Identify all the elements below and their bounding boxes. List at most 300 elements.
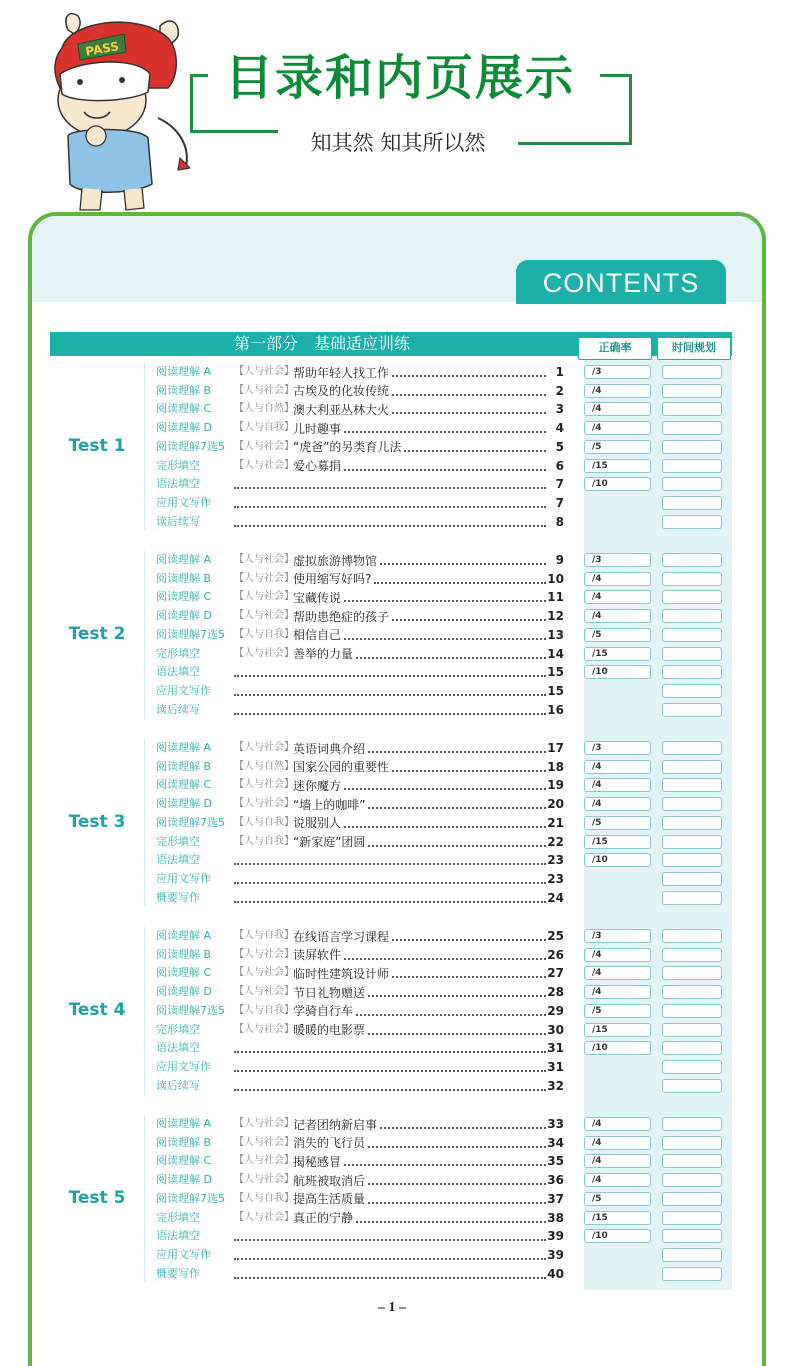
time-plan-box[interactable] [662,1004,722,1018]
score-box[interactable]: /4 [584,1154,651,1168]
section-type: 语法填空 [156,665,200,679]
theme-category: 【人与自我】 [234,930,294,941]
page-ref: 18 [547,759,564,774]
time-plan-box[interactable] [662,872,722,886]
time-plan-box[interactable] [662,496,722,510]
time-plan-box[interactable] [662,609,722,623]
toc-row[interactable] [32,419,762,437]
theme-category: 【人与社会】 [234,647,294,659]
toc-leader [234,663,546,681]
score-box[interactable]: /4 [584,1117,651,1131]
page-ref: 17 [547,741,564,755]
toc-leader [234,1002,546,1020]
theme-category: 【人与社会】 [234,610,294,622]
time-plan-box[interactable] [662,647,722,661]
section-type: 阅读理解 A [156,1117,212,1130]
toc-leader [234,983,546,1001]
time-plan-box[interactable] [662,741,722,755]
section-title: 使用缩写好吗? [293,572,372,587]
section-title: 记者团纳新启事 [293,1117,378,1132]
toc-leader [234,814,546,832]
page-ref: 20 [547,797,564,812]
toc-row[interactable] [32,739,762,757]
time-plan-box[interactable] [662,1136,722,1150]
page-ref: 35 [547,1154,564,1169]
time-plan-box[interactable] [662,477,722,491]
toc-leader [234,570,546,588]
toc-row[interactable] [32,1246,762,1264]
page-ref: 2 [555,383,564,398]
page-ref: 12 [547,609,564,624]
page-ref: 37 [547,1191,564,1206]
section-title: 暖暖的电影票 [293,1023,366,1037]
time-plan-box[interactable] [662,1192,722,1206]
section-title: 善举的力量 [293,647,354,661]
toc-leader [234,588,546,606]
page-ref: 4 [555,421,564,436]
theme-category: 【人与社会】 [234,366,294,377]
theme-category: 【人与社会】 [234,459,294,471]
page-ref: 34 [547,1135,564,1150]
theme-category: 【人与自我】 [234,835,294,847]
score-box[interactable]: /4 [584,1173,651,1187]
score-box[interactable]: /3 [584,929,651,943]
section-title: 古埃及的化妆传统 [293,384,390,399]
toc-leader [234,946,546,964]
section-type: 读后续写 [156,702,200,716]
page-ref: 39 [547,1247,564,1262]
page-ref: 8 [555,514,564,529]
toc-row[interactable] [32,623,762,644]
section-title: 爱心募捐 [293,459,342,473]
toc-row[interactable] [32,701,762,719]
page-ref: 9 [555,553,564,567]
toc-row[interactable] [32,551,762,569]
score-box[interactable]: /15 [584,1023,651,1037]
toc-row[interactable] [32,1171,762,1189]
section-title: 消失的飞行员 [293,1136,366,1151]
toc-row[interactable] [32,645,762,663]
toc-leader [234,758,546,776]
theme-category: 【人与自我】 [234,1004,294,1016]
section-title: “墙上的咖啡” [293,797,366,812]
page-number: – 1 – [378,1300,406,1315]
theme-category: 【人与社会】 [234,798,294,810]
section-type: 读后续写 [156,514,200,528]
theme-category: 【人与社会】 [234,742,294,753]
time-plan-box[interactable] [662,985,722,999]
toc-leader [234,927,546,945]
section-type: 阅读理解 D [156,797,212,811]
time-plan-box[interactable] [662,1041,722,1055]
theme-category: 【人与社会】 [234,1023,294,1035]
page-ref: 21 [547,815,564,830]
toc-row[interactable] [32,382,762,400]
toc-row[interactable] [32,1227,762,1245]
toc-leader [234,964,546,982]
score-box[interactable]: /10 [584,665,651,679]
theme-category: 【人与自然】 [234,403,294,415]
toc-row[interactable] [32,1134,762,1152]
section-title: 学骑自行车 [293,1004,354,1019]
toc-leader [234,1115,546,1133]
score-box[interactable]: /10 [584,1041,651,1055]
toc-row[interactable] [32,1058,762,1076]
score-box[interactable]: /10 [584,853,651,867]
time-plan-box[interactable] [662,515,722,529]
section-type: 阅读理解 B [156,947,212,961]
section-title: 读屏软件 [293,948,342,963]
section-title: 迷你魔方 [293,778,342,793]
section-type: 阅读理解 A [156,929,212,942]
toc-row[interactable] [32,927,762,945]
section-title: 揭秘感冒 [293,1154,342,1169]
page-ref: 14 [547,646,564,661]
time-plan-box[interactable] [662,440,722,454]
svg-text:PASS: PASS [84,39,121,59]
score-box[interactable]: /15 [584,647,651,661]
theme-category: 【人与自我】 [234,816,294,828]
score-box[interactable]: /5 [584,440,651,454]
theme-category: 【人与社会】 [234,440,294,452]
toc-leader [234,1058,546,1076]
score-box[interactable]: /15 [584,835,651,849]
theme-category: 【人与社会】 [234,967,294,979]
title-block [190,44,635,154]
time-plan-box[interactable] [662,948,722,962]
page-ref: 22 [547,834,564,849]
toc-leader [234,1209,546,1227]
section-type: 阅读理解7选5 [156,439,225,453]
score-box[interactable]: /5 [584,816,651,830]
page-subtitle: 知其然 知其所以然 [278,128,518,158]
section-type: 应用文写作 [156,1247,211,1261]
toc-row[interactable] [32,400,762,418]
toc-row[interactable] [32,1115,762,1133]
time-plan-box[interactable] [662,572,722,586]
section-title: 节日礼物赠送 [293,985,366,1000]
time-plan-box[interactable] [662,1267,722,1281]
time-plan-box[interactable] [662,1229,722,1243]
toc-leader [234,851,546,869]
test-label: Test 1 [68,435,126,456]
page-ref: 6 [555,458,564,473]
page-ref: 7 [555,477,564,492]
toc-leader [234,607,546,625]
toc-leader [234,419,546,437]
score-box[interactable]: /4 [584,948,651,962]
toc-row[interactable] [32,811,762,832]
toc-leader [234,1190,546,1208]
toc-leader [234,1134,546,1152]
toc-row[interactable] [32,983,762,1001]
toc-row[interactable] [32,494,762,512]
score-box[interactable]: /5 [584,628,651,642]
page-ref: 32 [547,1078,564,1093]
section-type: 阅读理解 C [156,1154,212,1168]
toc-leader [234,400,546,418]
page-ref: 36 [547,1173,564,1188]
contents-page [28,212,766,1366]
toc-row[interactable] [32,851,762,869]
section-type: 读后续写 [156,1078,200,1092]
toc-row[interactable] [32,1209,762,1227]
score-box[interactable]: /4 [584,609,651,623]
time-plan-box[interactable] [662,459,722,473]
page-title: 目录和内页展示 [224,50,575,106]
page-ref: 31 [547,1041,564,1056]
section-type: 应用文写作 [156,1059,211,1073]
section-type: 阅读理解 C [156,590,212,604]
score-box[interactable]: /3 [584,553,651,567]
section-type: 阅读理解 D [156,421,212,435]
section-type: 阅读理解 A [156,741,212,754]
toc-leader [234,795,546,813]
toc-leader [234,1227,546,1245]
toc-row[interactable] [32,758,762,776]
time-plan-box[interactable] [662,853,722,867]
toc-leader [234,833,546,851]
section-type: 阅读理解 D [156,1173,212,1187]
score-box[interactable]: /4 [584,572,651,586]
time-plan-box[interactable] [662,797,722,811]
section-title: 真正的宁静 [293,1211,354,1225]
score-box[interactable]: /10 [584,1229,651,1243]
toc-row[interactable] [32,457,762,475]
theme-category: 【人与社会】 [234,554,294,565]
toc-leader [234,739,546,757]
toc-row[interactable] [32,870,762,888]
toc-row[interactable] [32,588,762,606]
toc-row[interactable] [32,1039,762,1057]
toc-leader [234,475,546,493]
section-type: 概要写作 [156,890,200,904]
part-title: 第一部分 基础适应训练 [234,334,411,353]
score-box[interactable]: /4 [584,402,651,416]
time-plan-box[interactable] [662,816,722,830]
toc-row[interactable] [32,607,762,625]
section-title: “虎爸”的另类育儿法 [293,440,402,455]
theme-category: 【人与社会】 [234,1155,294,1167]
page-ref: 3 [555,402,564,417]
score-box[interactable]: /4 [584,778,651,792]
time-plan-box[interactable] [662,966,722,980]
page-ref: 26 [547,947,564,962]
toc-row[interactable] [32,795,762,813]
score-box[interactable]: /5 [584,1192,651,1206]
page-ref: 38 [547,1210,564,1225]
page-ref: 19 [547,778,564,793]
page-ref: 24 [547,890,564,905]
toc-row[interactable] [32,999,762,1020]
toc-leader [234,626,546,644]
section-title: 帮助年轻人找工作 [293,365,390,380]
score-box[interactable]: /15 [584,1211,651,1225]
time-plan-box[interactable] [662,1248,722,1262]
time-plan-box[interactable] [662,835,722,849]
page-ref: 5 [555,439,564,454]
time-plan-box[interactable] [662,402,722,416]
time-plan-box[interactable] [662,553,722,567]
section-title: 提高生活质量 [293,1192,366,1207]
theme-category: 【人与社会】 [234,572,294,584]
contents-tab: CONTENTS [516,260,726,304]
score-box[interactable]: /15 [584,459,651,473]
time-plan-box[interactable] [662,1023,722,1037]
toc-leader [234,776,546,794]
toc-row[interactable] [32,513,762,531]
toc-leader [234,701,546,719]
section-title: 在线语言学习课程 [293,929,390,944]
toc-row[interactable] [32,964,762,982]
section-type: 阅读理解 C [156,402,212,416]
section-type: 阅读理解7选5 [156,1191,225,1205]
time-plan-box[interactable] [662,1079,722,1093]
toc-row[interactable] [32,1187,762,1208]
toc-row[interactable] [32,663,762,681]
section-type: 阅读理解 B [156,759,212,773]
page-ref: 11 [547,590,564,605]
score-box[interactable]: /4 [584,760,651,774]
toc-row[interactable] [32,1077,762,1095]
toc-row[interactable] [32,1265,762,1283]
theme-category: 【人与自我】 [234,1192,294,1204]
time-plan-box[interactable] [662,665,722,679]
page-ref: 7 [555,495,564,510]
time-plan-box[interactable] [662,684,722,698]
time-plan-box[interactable] [662,703,722,717]
section-title: 宝藏传说 [293,590,342,605]
page-ref: 31 [547,1059,564,1074]
toc-row[interactable] [32,1152,762,1170]
score-box[interactable]: /4 [584,421,651,435]
toc-leader [234,551,546,569]
time-plan-box[interactable] [662,778,722,792]
section-title: 相信自己 [293,628,342,643]
score-box[interactable]: /4 [584,384,651,398]
page-ref: 23 [547,853,564,868]
test-label: Test 5 [68,1187,126,1208]
section-type: 阅读理解 B [156,1135,212,1149]
toc-leader [234,870,546,888]
toc-leader [234,1021,546,1039]
section-type: 完形填空 [156,1210,200,1224]
section-title: 英语词典介绍 [293,741,366,756]
page-ref: 23 [547,871,564,886]
test-label: Test 2 [68,623,126,644]
accuracy-column-header: 正确率 [578,337,652,360]
toc-leader [234,1246,546,1264]
section-type: 完形填空 [156,458,200,472]
score-box[interactable]: /4 [584,966,651,980]
time-plan-box[interactable] [662,1154,722,1168]
time-plan-box[interactable] [662,384,722,398]
time-plan-box[interactable] [662,929,722,943]
toc-leader [234,438,546,456]
toc-row[interactable] [32,435,762,456]
time-plan-box[interactable] [662,1117,722,1131]
time-plan-box[interactable] [662,365,722,379]
score-box[interactable]: /4 [584,797,651,811]
section-type: 应用文写作 [156,871,211,885]
theme-category: 【人与社会】 [234,779,294,791]
page-ref: 15 [547,683,564,698]
page-ref: 29 [547,1003,564,1018]
test-label: Test 3 [68,811,126,832]
toc-row[interactable] [32,363,762,381]
section-type: 阅读理解 B [156,571,212,585]
toc-leader [234,1077,546,1095]
score-box[interactable]: /3 [584,741,651,755]
toc-row[interactable] [32,833,762,851]
toc-leader [234,457,546,475]
time-plan-box[interactable] [662,1173,722,1187]
page-ref: 13 [547,627,564,642]
score-box[interactable]: /10 [584,477,651,491]
score-box[interactable]: /5 [584,1004,651,1018]
section-type: 阅读理解 C [156,966,212,980]
toc-leader [234,889,546,907]
section-type: 语法填空 [156,1229,200,1243]
time-plan-box[interactable] [662,760,722,774]
theme-category: 【人与社会】 [234,948,294,960]
theme-category: 【人与社会】 [234,1118,294,1129]
page-ref: 15 [547,665,564,680]
section-type: 阅读理解 A [156,553,212,566]
time-plan-box[interactable] [662,1060,722,1074]
toc-row[interactable] [32,570,762,588]
time-plan-box[interactable] [662,891,722,905]
section-title: 国家公园的重要性 [293,760,390,775]
toc-row[interactable] [32,1021,762,1039]
toc-leader [234,494,546,512]
section-title: 虚拟旅游博物馆 [293,553,378,568]
section-title: 航班被取消后 [293,1173,366,1188]
time-plan-box[interactable] [662,1211,722,1225]
toc-row[interactable] [32,946,762,964]
toc-row[interactable] [32,682,762,700]
section-type: 语法填空 [156,853,200,867]
theme-category: 【人与社会】 [234,384,294,396]
time-plan-box[interactable] [662,590,722,604]
theme-category: 【人与社会】 [234,986,294,998]
theme-category: 【人与社会】 [234,1211,294,1223]
page-ref: 28 [547,985,564,1000]
toc-row[interactable] [32,475,762,493]
toc-leader [234,382,546,400]
theme-category: 【人与自然】 [234,760,294,772]
time-plan-box[interactable] [662,421,722,435]
score-box[interactable]: /4 [584,1136,651,1150]
time-plan-box[interactable] [662,628,722,642]
section-title: 临时性建筑设计师 [293,966,390,981]
theme-category: 【人与自我】 [234,422,294,434]
section-type: 完形填空 [156,1022,200,1036]
page-ref: 1 [555,365,564,379]
toc-leader [234,513,546,531]
toc-row[interactable] [32,889,762,907]
section-type: 阅读理解7选5 [156,815,225,829]
score-box[interactable]: /4 [584,985,651,999]
theme-category: 【人与社会】 [234,1174,294,1186]
score-box[interactable]: /4 [584,590,651,604]
test-label: Test 4 [68,999,126,1020]
score-box[interactable]: /3 [584,365,651,379]
toc-leader [234,1265,546,1283]
toc-leader [234,645,546,663]
toc-row[interactable] [32,776,762,794]
mascot-illustration [40,8,190,213]
